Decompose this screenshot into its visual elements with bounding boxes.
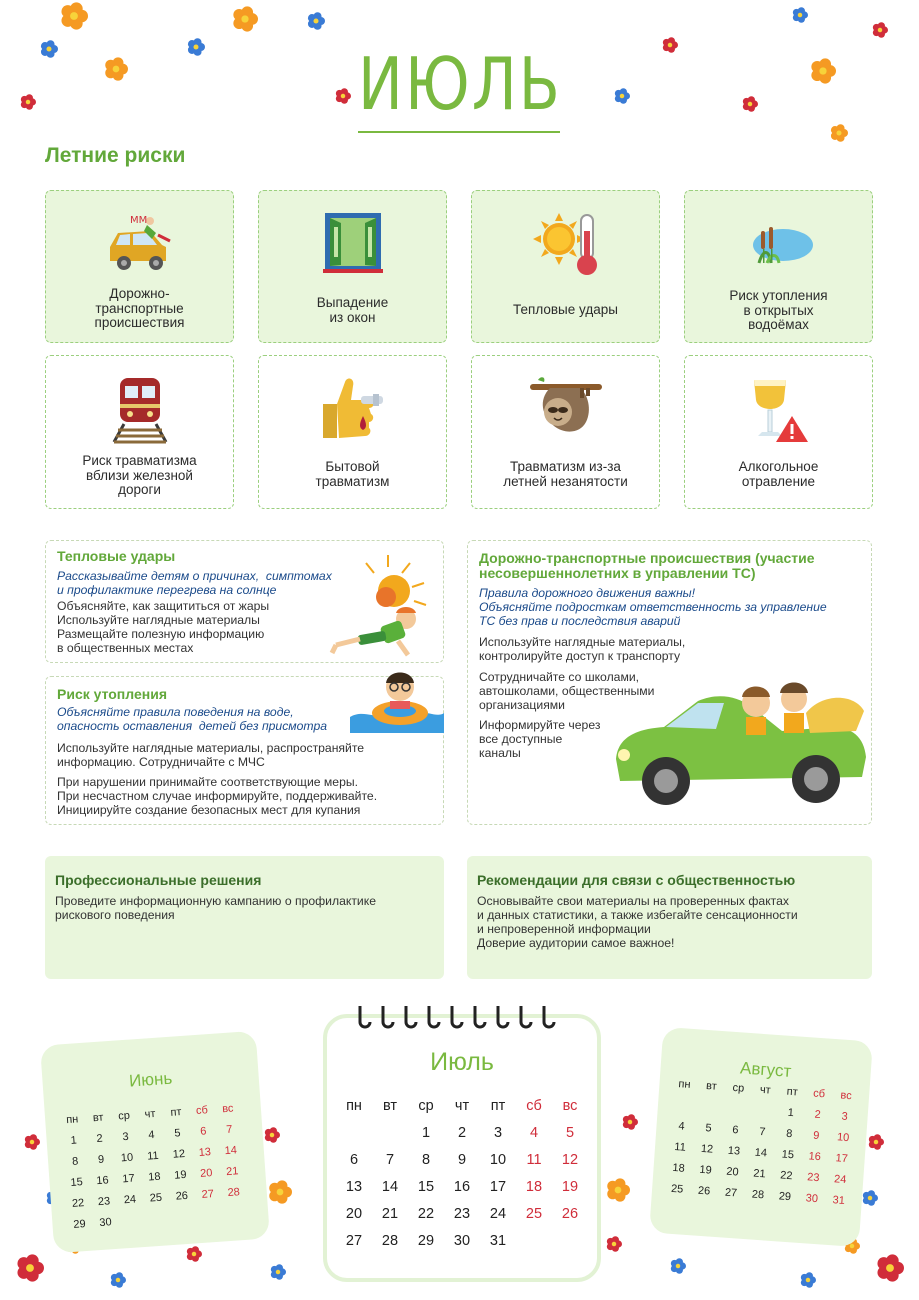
section-title: Летние риски [45,144,186,167]
calendar-day: 23 [97,1195,111,1209]
calendar-day: 1 [787,1106,795,1120]
calendar-day: 25 [670,1182,684,1196]
risk-card-window [258,190,447,343]
risk-label: Выпадение из окон [316,295,389,325]
traffic-text-1: Используйте наглядные материалы, контролируйте доступ к транспорту [479,635,686,663]
risk-card-household [258,355,447,509]
calendar-day: 6 [349,1152,359,1168]
calendar-day: 18 [525,1179,543,1195]
pond-icon [743,219,815,271]
calendar-day: 1 [70,1134,78,1147]
traffic-box [467,540,872,825]
sloth-icon [528,376,604,442]
flower-decoration [22,1132,42,1152]
calendar-day: 18 [147,1170,161,1184]
pr-recommendations-box [467,856,872,979]
calendar-day: 30 [98,1216,113,1230]
flower-decoration [266,1178,294,1206]
calendar-day: 4 [678,1120,686,1133]
calendar-day: 16 [453,1179,471,1195]
flower-decoration [38,38,60,60]
weekday-label: сб [812,1087,826,1101]
calendar-day: 9 [812,1129,820,1143]
calendar-day: 26 [697,1184,711,1198]
weekday-label: чт [144,1107,156,1121]
calendar-day: 11 [673,1140,687,1154]
calendar-day: 15 [781,1148,795,1162]
heat-italic: Рассказывайте детям о причинах, симптомах и профилактике перегрева на солнце [57,569,332,597]
calendar-day: 17 [489,1179,507,1195]
glass-warning-icon [748,374,810,444]
calendar-day: 6 [731,1123,739,1137]
calendar-day: 1 [421,1125,431,1141]
calendar-day: 27 [724,1186,738,1200]
calendar-day: 29 [778,1190,792,1204]
flower-decoration [808,56,838,86]
weekday-label: пт [170,1106,182,1119]
calendar-day: 10 [836,1131,850,1145]
calendar-day: 10 [120,1151,134,1165]
weekday-label: чт [759,1083,772,1097]
heat-box [45,540,444,663]
drowning-text-1: Используйте наглядные материалы, распространяйте информацию. Сотрудничайте с МЧС [57,741,365,769]
calendar-day: 19 [173,1168,187,1182]
pr-recommendations-text: Основывайте свои материалы на проверенных фактах и данных статистики, а также избегайте сенсационности и непроверенной информации Доверие аудитории самое важное! [477,894,798,950]
weekday-label: ср [418,1098,434,1114]
calendar-day: 24 [833,1173,847,1187]
flower-decoration [740,94,760,114]
calendar-day: 9 [97,1153,105,1167]
weekday-label: вс [562,1098,578,1114]
calendar-day: 13 [198,1146,212,1159]
calendar-day: 3 [493,1125,503,1141]
calendar-day: 17 [121,1172,136,1186]
flower-decoration [58,0,90,32]
calendar-day: 12 [700,1142,714,1156]
flower-decoration [102,55,130,83]
flower-decoration [668,1256,688,1276]
calendar-day: 25 [525,1206,543,1222]
calendar-day: 12 [561,1152,579,1168]
calendar-day: 29 [417,1233,435,1249]
child-heatstroke-illustration [328,553,436,661]
weekday-label: ср [732,1081,745,1095]
calendar-day: 9 [457,1152,467,1168]
flower-decoration [305,10,327,32]
risk-card-traffic [45,190,234,343]
calendar-day: 5 [565,1125,575,1141]
calendar-day: 7 [758,1125,766,1139]
calendar-day: 29 [73,1218,87,1231]
weekday-label: ср [117,1109,131,1123]
calendar-day: 18 [672,1161,686,1175]
children-in-car-illustration [606,673,870,813]
calendar-day: 11 [146,1149,160,1163]
calendar-day: 26 [175,1189,189,1203]
drowning-italic: Объясняйте правила поведения на воде, опасность оставления детей без присмотра [57,705,328,733]
flower-decoration [108,1270,128,1290]
flower-decoration [798,1270,818,1290]
heat-text: Объясняйте, как защититься от жары Используйте наглядные материалы Размещайте полезную информацию в общественных местах [57,599,270,655]
risk-card-idleness [471,355,660,509]
calendar-day: 19 [699,1163,713,1177]
calendar-day: 25 [149,1191,163,1205]
risk-label: Травматизм из-за летней незанятости [503,459,628,489]
calendar-day: 21 [225,1165,239,1179]
flower-decoration [874,1252,906,1284]
flower-decoration [860,1188,880,1208]
calendar-month-title: Июнь [128,1068,173,1091]
calendar-day: 20 [725,1165,740,1179]
risk-card-drowning [684,190,873,343]
calendar-day: 23 [806,1171,820,1185]
calendar-day: 14 [381,1179,399,1195]
calendar-day: 20 [199,1167,213,1180]
weekday-label: пн [678,1078,691,1091]
svg-text:MM: MM [129,215,147,226]
calendar-rings [350,1002,576,1032]
calendar-day: 8 [421,1152,431,1168]
calendar-day: 15 [70,1176,84,1189]
calendar-day: 2 [814,1108,822,1122]
weekday-label: вс [840,1089,853,1103]
calendar-day: 13 [727,1144,741,1158]
drowning-box [45,676,444,825]
flower-decoration [230,4,260,34]
flower-decoration [262,1125,282,1145]
calendar-day: 30 [805,1192,819,1206]
flower-decoration [866,1132,886,1152]
calendar-day: 21 [381,1206,399,1222]
calendar-day: 11 [526,1152,542,1168]
calendar-day: 3 [841,1110,849,1123]
weekday-label: сб [526,1098,542,1114]
weekday-label: чт [454,1098,470,1114]
calendar-month-title: Август [739,1058,792,1081]
calendar-day: 17 [835,1152,849,1166]
flower-decoration [612,86,632,106]
calendar-day: 12 [172,1147,186,1161]
flower-decoration [620,1112,640,1132]
calendar-day: 14 [754,1146,768,1160]
calendar-day: 22 [71,1197,85,1210]
flower-decoration [790,5,810,25]
calendar-day: 8 [785,1127,793,1141]
weekday-label: вс [221,1102,234,1116]
calendar-day: 28 [227,1186,241,1200]
calendar-day: 30 [453,1233,471,1249]
traffic-title: Дорожно-транспортные происшествия (участие несовершеннолетних в управлении ТС) [479,550,815,581]
calendar-day: 22 [417,1206,435,1222]
calendar-day: 19 [561,1179,579,1195]
calendar-day: 5 [173,1127,181,1140]
weekday-label: вт [705,1080,718,1093]
calendar-june [40,1031,270,1254]
traffic-text-3: Информируйте через все доступные каналы [479,718,601,760]
risk-label: Тепловые удары [513,302,618,317]
flower-decoration [184,1244,204,1264]
calendar-day: 21 [752,1167,766,1181]
calendar-day: 2 [96,1132,104,1146]
traffic-text-2: Сотрудничайте со школами, автошколами, общественными организациями [479,670,655,712]
calendar-day: 28 [751,1188,765,1202]
weekday-label: вт [382,1098,398,1114]
calendar-august [649,1027,873,1247]
flower-decoration [18,92,38,112]
flower-decoration [828,122,850,144]
flower-decoration [604,1234,624,1254]
calendar-day: 23 [453,1206,471,1222]
calendar-day: 31 [832,1194,846,1207]
sun-thermometer-icon [531,209,601,277]
calendar-day: 27 [345,1233,363,1249]
risk-card-alcohol [684,355,873,509]
calendar-day: 27 [201,1188,215,1201]
calendar-day: 20 [345,1206,363,1222]
flower-decoration [660,35,680,55]
risk-label: Бытовой травматизм [315,459,390,489]
calendar-day: 16 [96,1174,110,1188]
calendar-day: 22 [779,1169,793,1183]
professional-solutions-title: Профессиональные решения [55,872,262,888]
calendar-day: 10 [489,1152,507,1168]
traffic-italic: Правила дорожного движения важны! Объясняйте подросткам ответственность за управление ТС без прав и последствия аварий [479,586,827,628]
calendar-day: 13 [345,1179,363,1195]
calendar-day: 7 [385,1152,395,1168]
window-icon [321,209,385,275]
flower-decoration [14,1252,46,1284]
risk-card-heat [471,190,660,343]
flower-decoration [870,20,890,40]
calendar-day: 6 [199,1125,207,1138]
weekday-label: пн [65,1113,79,1127]
risk-card-railway [45,355,234,509]
injured-finger-icon [317,374,389,442]
weekday-label: сб [195,1104,209,1118]
risk-label: Алкогольное отравление [738,459,819,489]
weekday-label: вт [92,1111,104,1125]
calendar-day: 26 [561,1206,579,1222]
calendar-day: 31 [489,1233,507,1249]
car-accident-icon [100,211,180,273]
drowning-text-2: При нарушении принимайте соответствующие меры. При несчастном случае информируйте, поддерживайте. Инициируйте создание безопасных мест для купания [57,775,378,817]
calendar-month-title: Июль [430,1048,494,1076]
risk-label: Риск травматизма вблизи железной дороги [82,453,197,497]
risk-label: Дорожно- транспортные происшествия [94,286,185,330]
calendar-day: 14 [224,1144,238,1158]
weekday-label: пт [490,1098,506,1114]
risk-label: Риск утопления в открытых водоёмах [729,288,828,332]
calendar-day: 8 [71,1155,79,1168]
professional-solutions-box [45,856,444,979]
professional-solutions-text: Проведите информационную кампанию о профилактике рискового поведения [55,894,376,922]
flower-decoration [185,36,207,58]
title-underline [358,131,560,133]
calendar-day: 24 [489,1206,507,1222]
calendar-day: 4 [529,1125,539,1141]
pr-recommendations-title: Рекомендации для связи с общественностью [477,872,796,888]
calendar-day: 15 [417,1179,435,1195]
heat-title: Тепловые удары [57,548,176,564]
calendar-day: 7 [225,1123,233,1136]
child-swimming-ring-illustration [346,667,446,737]
train-icon [110,374,170,444]
weekday-label: пн [346,1098,362,1114]
calendar-july [323,1014,601,1282]
flower-decoration [268,1262,288,1282]
calendar-day: 2 [457,1125,467,1141]
calendar-day: 4 [148,1129,155,1142]
weekday-label: пт [786,1085,799,1099]
page-title: ИЮЛЬ [358,43,562,127]
calendar-day: 16 [808,1150,822,1164]
calendar-day: 28 [381,1233,399,1249]
calendar-day: 5 [705,1122,712,1135]
drowning-title: Риск утопления [57,686,167,702]
calendar-day: 24 [123,1193,137,1207]
flower-decoration [604,1176,632,1204]
calendar-day: 3 [122,1130,130,1144]
